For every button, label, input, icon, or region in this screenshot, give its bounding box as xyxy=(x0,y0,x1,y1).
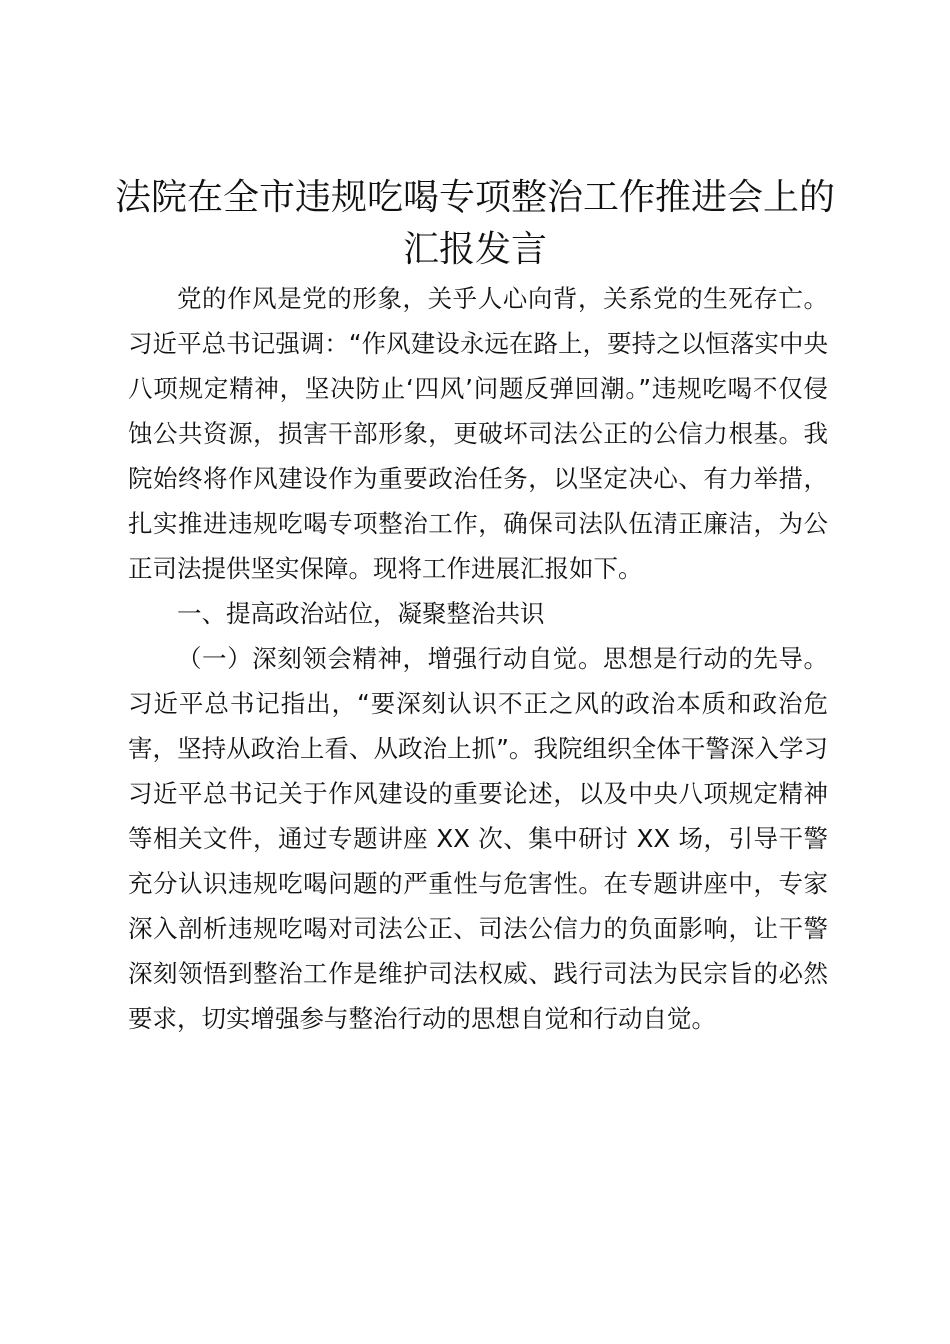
document-body xyxy=(128,276,828,1041)
intro-paragraph: 党的作风是党的形象，关乎人心向背，关系党的生死存亡。习近平总书记强调：“作风建设永远在路上，要持之以恒落实中央八项规定精神，坚决防止‘四风’问题反弹回潮。”违规吃喝不仅侵蚀公共资源，损害干部形象，更破坏司法公正的公信力根基。我院始终将作风建设作为重要政治任务，以坚定决心、有力举措，扎实推进违规吃喝专项整治工作，确保司法队伍清正廉洁，为公正司法提供坚实保障。现将工作进展汇报如下。 xyxy=(128,284,828,583)
section-heading: 一、提高政治站位，凝聚整治共识 xyxy=(177,599,545,628)
document-title: 法院在全市违规吃喝专项整治工作推进会上的汇报发言 xyxy=(114,177,835,270)
section-paragraph: （一）深刻领会精神，增强行动自觉。思想是行动的先导。习近平总书记指出，“要深刻认识不正之风的政治本质和政治危害，坚持从政治上看、从政治上抓”。我院组织全体干警深入学习习近平总书记关于作风建设的重要论述，以及中央八项规定精神等相关文件，通过专题讲座 XX 次、集中研讨 XX 场，引导干警充分认识违规吃喝问题的严重性与危害性。在专题讲座中，专家深入剖析违规吃喝对司法公正、司法公信力的负面影响，让干警深刻领悟到整治工作是维护司法权威、践行司法为民宗旨的必然要求，切实增强参与整治行动的思想自觉和行动自觉。 xyxy=(128,644,828,1033)
